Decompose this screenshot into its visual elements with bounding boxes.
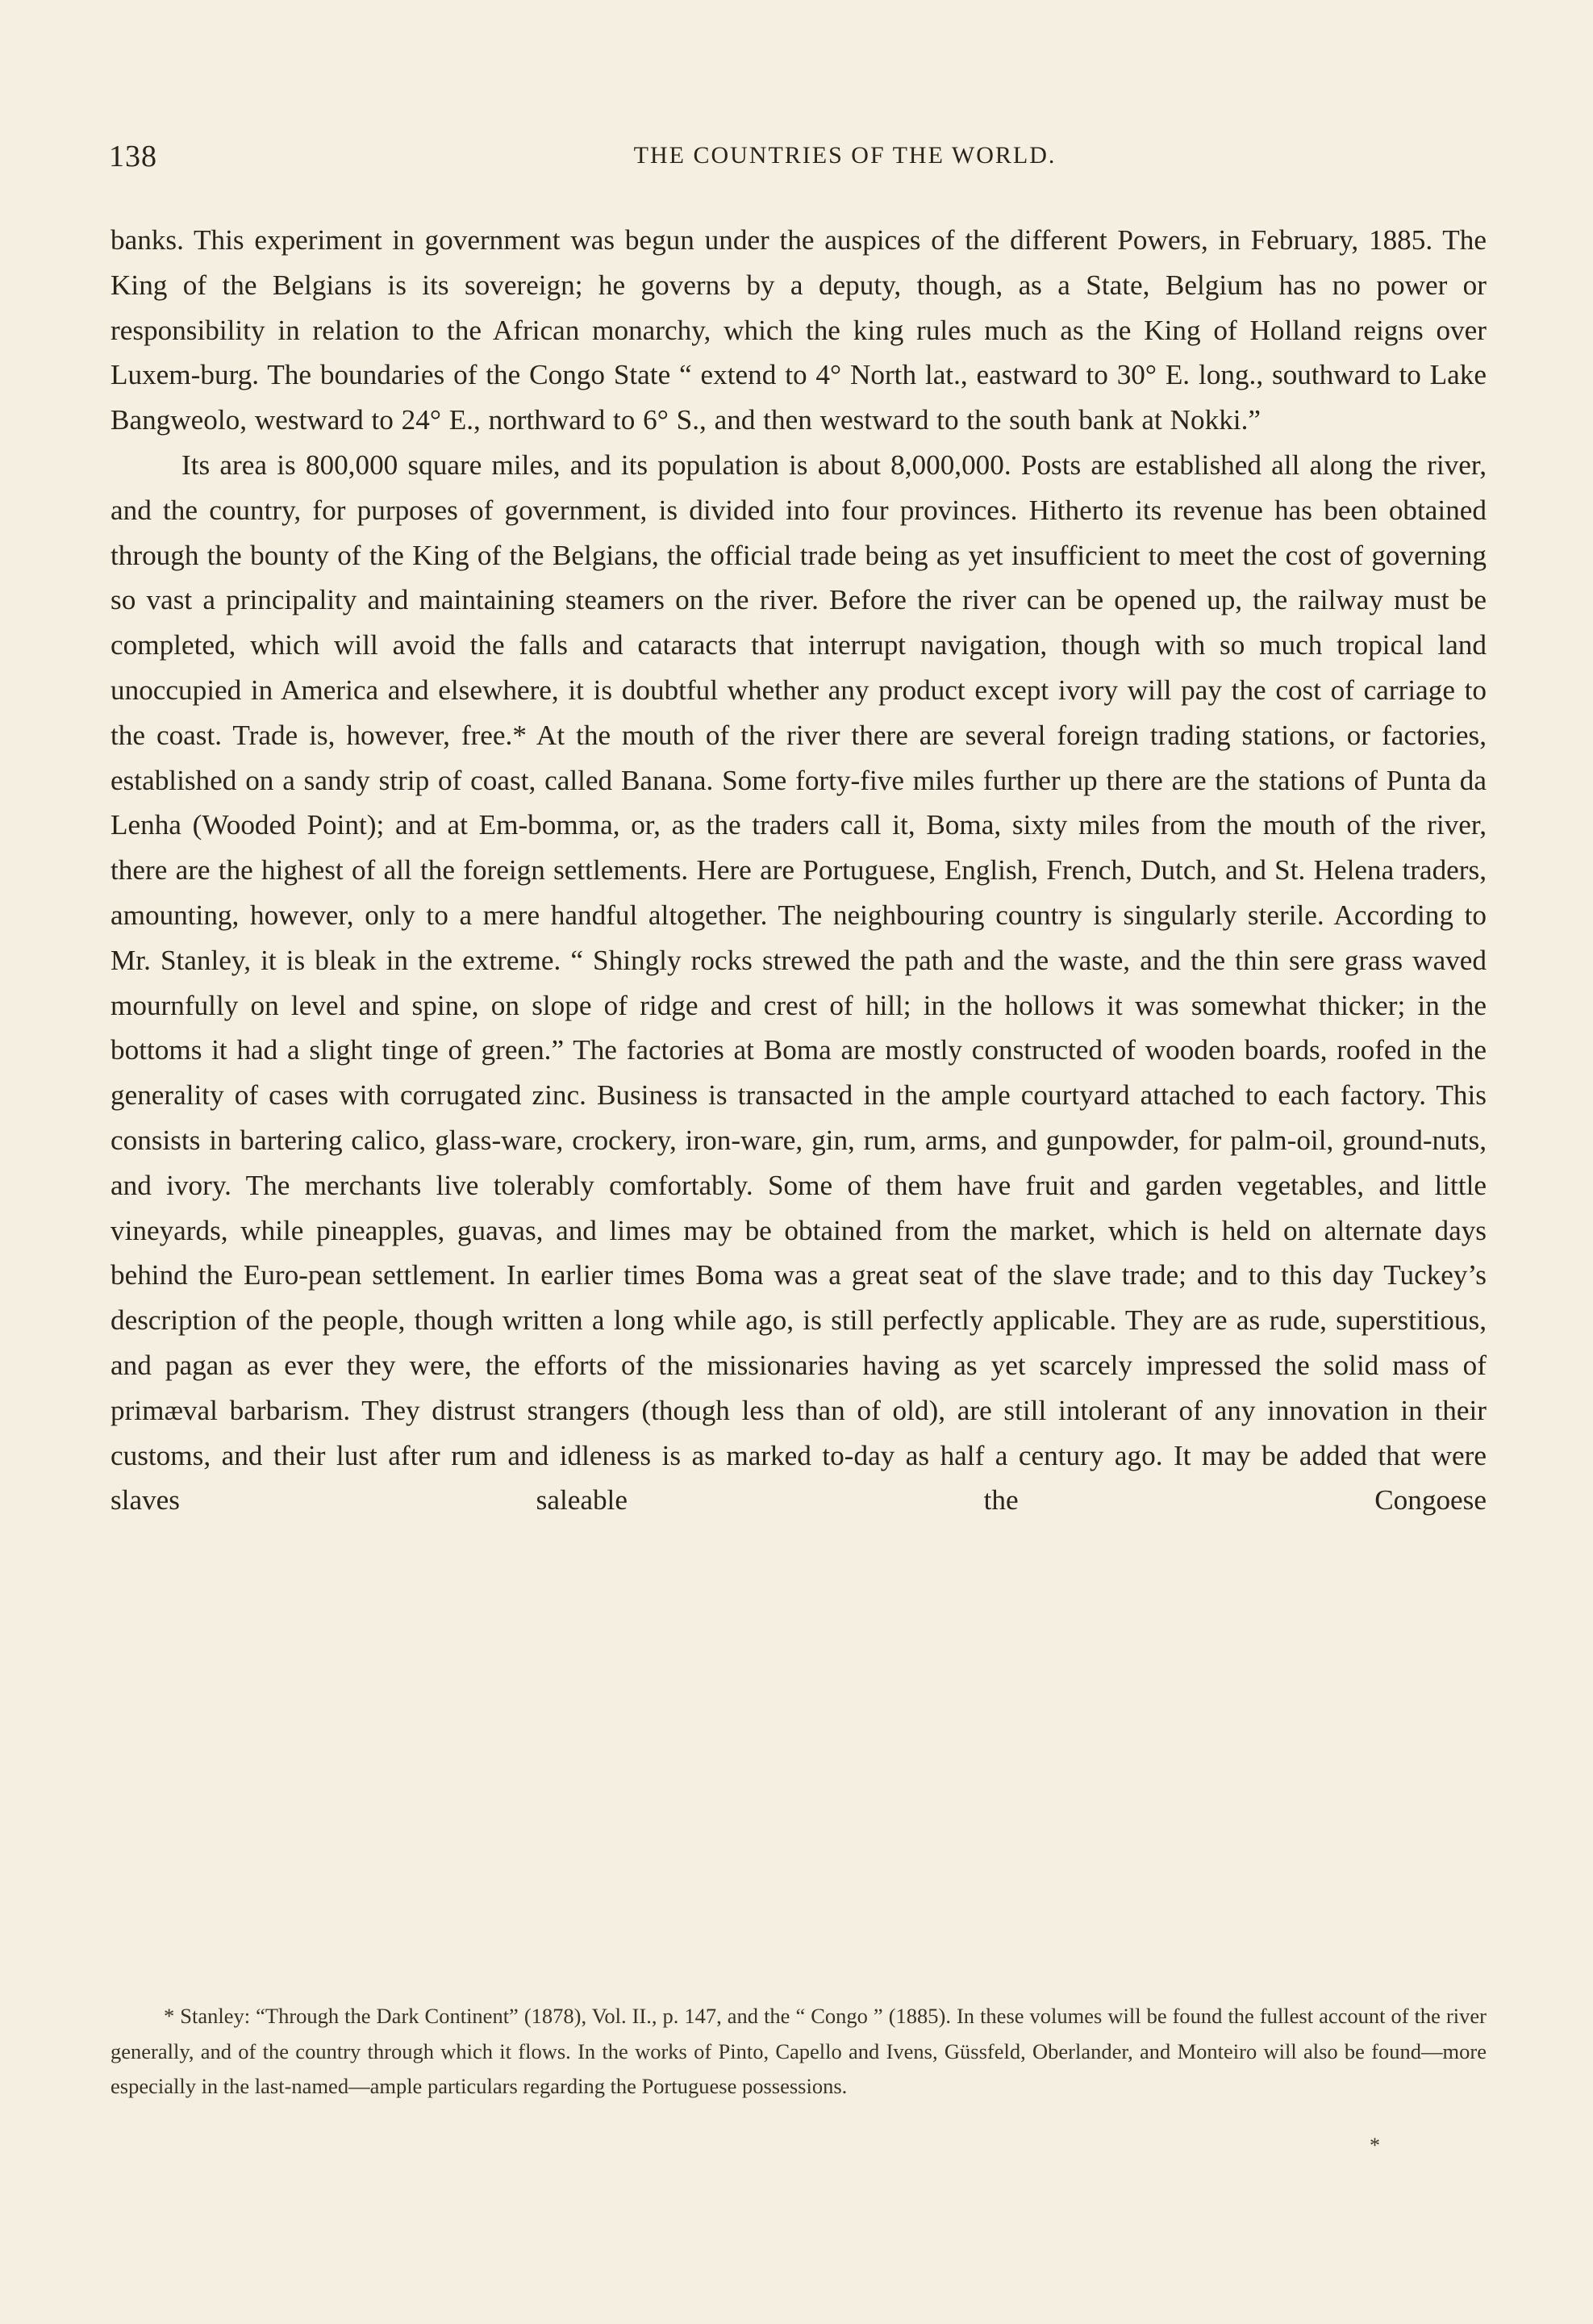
- footnote-end-marker: *: [1370, 2134, 1380, 2157]
- footnote: * Stanley: “Through the Dark Continent” (1878), Vol. II., p. 147, and the “ Congo ” (1885). In these volumes will be found the fullest account of the river generally, and of the country through which it flows. In the works of Pinto, Capello and Ivens, Güssfeld, Oberlander, and Monteiro will also be found—more especially in the last-named—ample particulars regarding the Portuguese possessions.: [111, 2004, 1487, 2098]
- page-header: [109, 139, 1484, 187]
- paragraph: Its area is 800,000 square miles, and its population is about 8,000,000. Posts are established all along the river, and the country, for purposes of government, is divided into four provinces. Hitherto its revenue has been obtained through the bounty of the King of the Belgians, the official trade being as yet insufficient to meet the cost of governing so vast a principality and maintaining steamers on the river. Before the river can be opened up, the railway must be completed, which will avoid the falls and cataracts that interrupt navigation, though with so much tropical land unoccupied in America and elsewhere, it is doubtful whether any product except ivory will pay the cost of carriage to the coast. Trade is, however, free.* At the mouth of the river there are several foreign trading stations, or factories, established on a sandy strip of coast, called Banana. Some forty-five miles further up there are the stations of Punta da Lenha (Wooded Point); and at Em-bomma, or, as the traders call it, Boma, sixty miles from the mouth of the river, there are the highest of all the foreign settlements. Here are Portuguese, English, French, Dutch, and St. Helena traders, amounting, however, only to a mere handful altogether. The neighbouring country is singularly sterile. According to Mr. Stanley, it is bleak in the extreme. “ Shingly rocks strewed the path and the waste, and the thin sere grass waved mournfully on level and spine, on slope of ridge and crest of hill; in the hollows it was somewhat thicker; in the bottoms it had a slight tinge of green.” The factories at Boma are mostly constructed of wooden boards, roofed in the generality of cases with corrugated zinc. Business is transacted in the ample courtyard attached to each factory. This consists in bartering calico, glass-ware, crockery, iron-ware, gin, rum, arms, and gunpowder, for palm-oil, ground-nuts, and ivory. The merchants live tolerably comfortably. Some of them have fruit and garden vegetables, and little vineyards, while pineapples, guavas, and limes may be obtained from the market, which is held on alternate days behind the Euro-pean settlement. In earlier times Boma was a great seat of the slave trade; and to this day Tuckey’s description of the people, though written a long while ago, is still perfectly applicable. They are as rude, superstitious, and pagan as ever they were, the efforts of the missionaries having as yet scarcely impressed the solid mass of primæval barbarism. They distrust strangers (though less than of old), are still intolerant of any innovation in their customs, and their lust after rum and idleness is as marked to-day as half a century ago. It may be added that were slaves saleable the Congoese: [111, 449, 1487, 1517]
- page-number: 138: [109, 140, 157, 173]
- body-text: [111, 218, 1487, 1523]
- paragraph-continued: banks. This experiment in government was begun under the auspices of the different Powers, in February, 1885. The King of the Belgians is its sovereign; he governs by a deputy, though, as a State, Belgium has no power or responsibility in relation to the African monarchy, which the king rules much as the King of Holland reigns over Luxem-burg. The boundaries of the Congo State “ extend to 4° North lat., eastward to 30° E. long., southward to Lake Bangweolo, westward to 24° E., northward to 6° S., and then westward to the south bank at Nokki.”: [111, 224, 1487, 436]
- running-title: THE COUNTRIES OF THE WORLD.: [633, 142, 1057, 169]
